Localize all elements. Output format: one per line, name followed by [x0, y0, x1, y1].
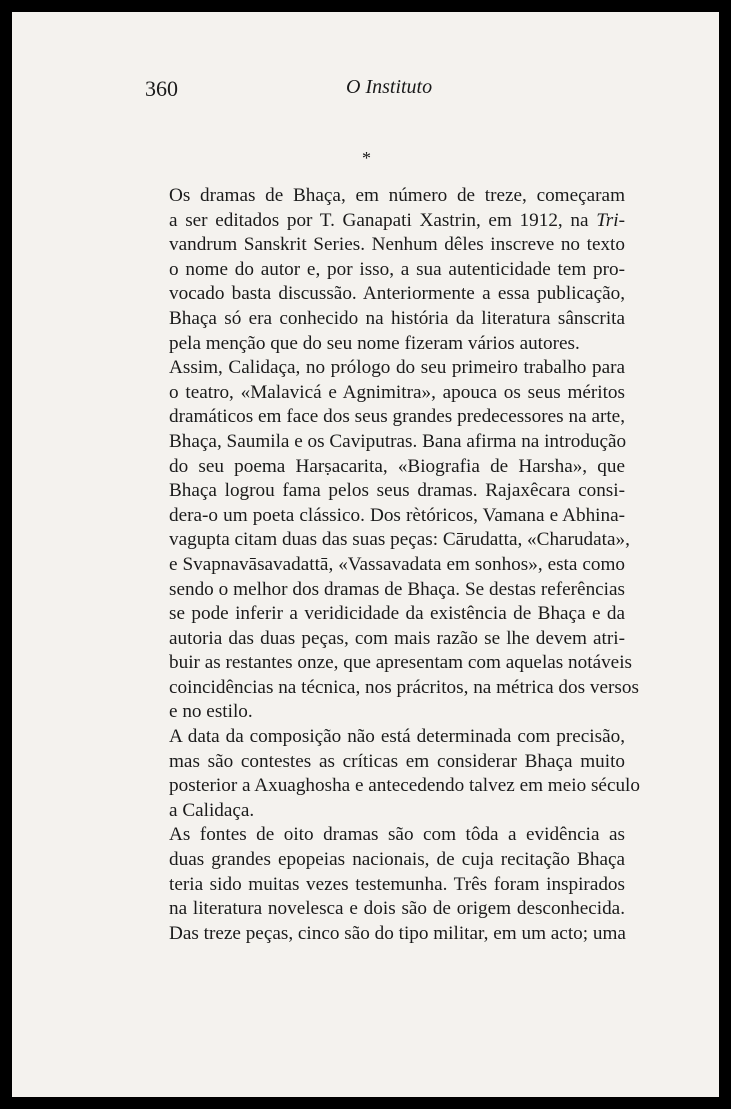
text-line: duas grandes epopeias nacionais, de cuja recitação Bhaça: [169, 849, 625, 871]
text-line: a Calidaça.: [169, 799, 255, 821]
text-line: e Svapnavāsavadattā, «Vassavadata em sonhos», esta como: [169, 553, 625, 575]
text-line: mas são contestes as críticas em considerar Bhaça muito: [169, 750, 625, 772]
text-line: na literatura novelesca e dois são de origem desconhecida.: [169, 898, 625, 920]
text-line: dramáticos em face dos seus grandes predecessores na arte,: [169, 406, 625, 428]
text-line: buir as restantes onze, que apresentam com aquelas notáveis: [169, 652, 632, 674]
text-line: Os dramas de Bhaça, em número de treze, começaram: [169, 185, 625, 206]
text-line: Bhaça só era conhecido na história da literatura sânscrita: [169, 307, 625, 329]
text-line: o teatro, «Malavicá e Agnimitra», apouca os seus méritos: [169, 381, 625, 403]
running-title: O Instituto: [346, 76, 433, 98]
text-line: sendo o melhor dos dramas de Bhaça. Se destas referências: [169, 578, 625, 600]
text-line: pela menção que do seu nome fizeram vários autores.: [169, 332, 580, 354]
body-text: [146, 184, 640, 946]
text-line: o nome do autor e, por isso, a sua autenticidade tem pro-: [169, 258, 625, 280]
text-line: autoria das duas peças, com mais razão se lhe devem atri-: [169, 627, 625, 649]
paragraph-4: [146, 823, 625, 946]
text-line: dera-o um poeta clássico. Dos rètóricos, Vamana e Abhina-: [169, 504, 625, 526]
section-ornament: *: [362, 148, 371, 168]
text-line: posterior a Axuaghosha e antecedendo talvez em meio século: [169, 775, 640, 797]
text-line: se pode inferir a veridicidade da existência de Bhaça e da: [169, 603, 625, 625]
page-header: [12, 76, 719, 106]
text-line: do seu poema Harṣacarita, «Biografia de Harsha», que: [169, 455, 625, 477]
page-number: 360: [145, 76, 178, 101]
paragraph-3: [146, 725, 640, 823]
text-line: vandrum Sanskrit Series. Nenhum dêles inscreve no texto: [169, 234, 625, 256]
paragraph-2: [146, 356, 639, 725]
text-line: vocado basta discussão. Anteriormente a essa publicação,: [169, 283, 625, 305]
text-line: vagupta citam duas das suas peças: Cārudatta, «Charudata»,: [169, 529, 630, 551]
text-line: Bhaça logrou fama pelos seus dramas. Rajaxêcara consi-: [169, 480, 625, 502]
text-line: coincidências na técnica, nos prácritos, na métrica dos versos: [169, 676, 639, 698]
document-page: [12, 12, 719, 1097]
text-line: Bhaça, Saumila e os Caviputras. Bana afirma na introdução: [169, 430, 627, 452]
text-line: Das treze peças, cinco são do tipo militar, em um acto; uma: [169, 922, 626, 944]
text-line: e no estilo.: [169, 701, 253, 723]
text-line: A data da composição não está determinada com precisão,: [169, 726, 625, 748]
text-line: teria sido muitas vezes testemunha. Três foram inspirados: [169, 873, 625, 895]
paragraph-1: [146, 184, 625, 356]
text-line: As fontes de oito dramas são com tôda a evidência as: [169, 824, 625, 846]
text-line: a ser editados por T. Ganapati Xastrin, em 1912, na Tri-: [169, 209, 625, 231]
text-line: Assim, Calidaça, no prólogo do seu primeiro trabalho para: [169, 357, 625, 379]
